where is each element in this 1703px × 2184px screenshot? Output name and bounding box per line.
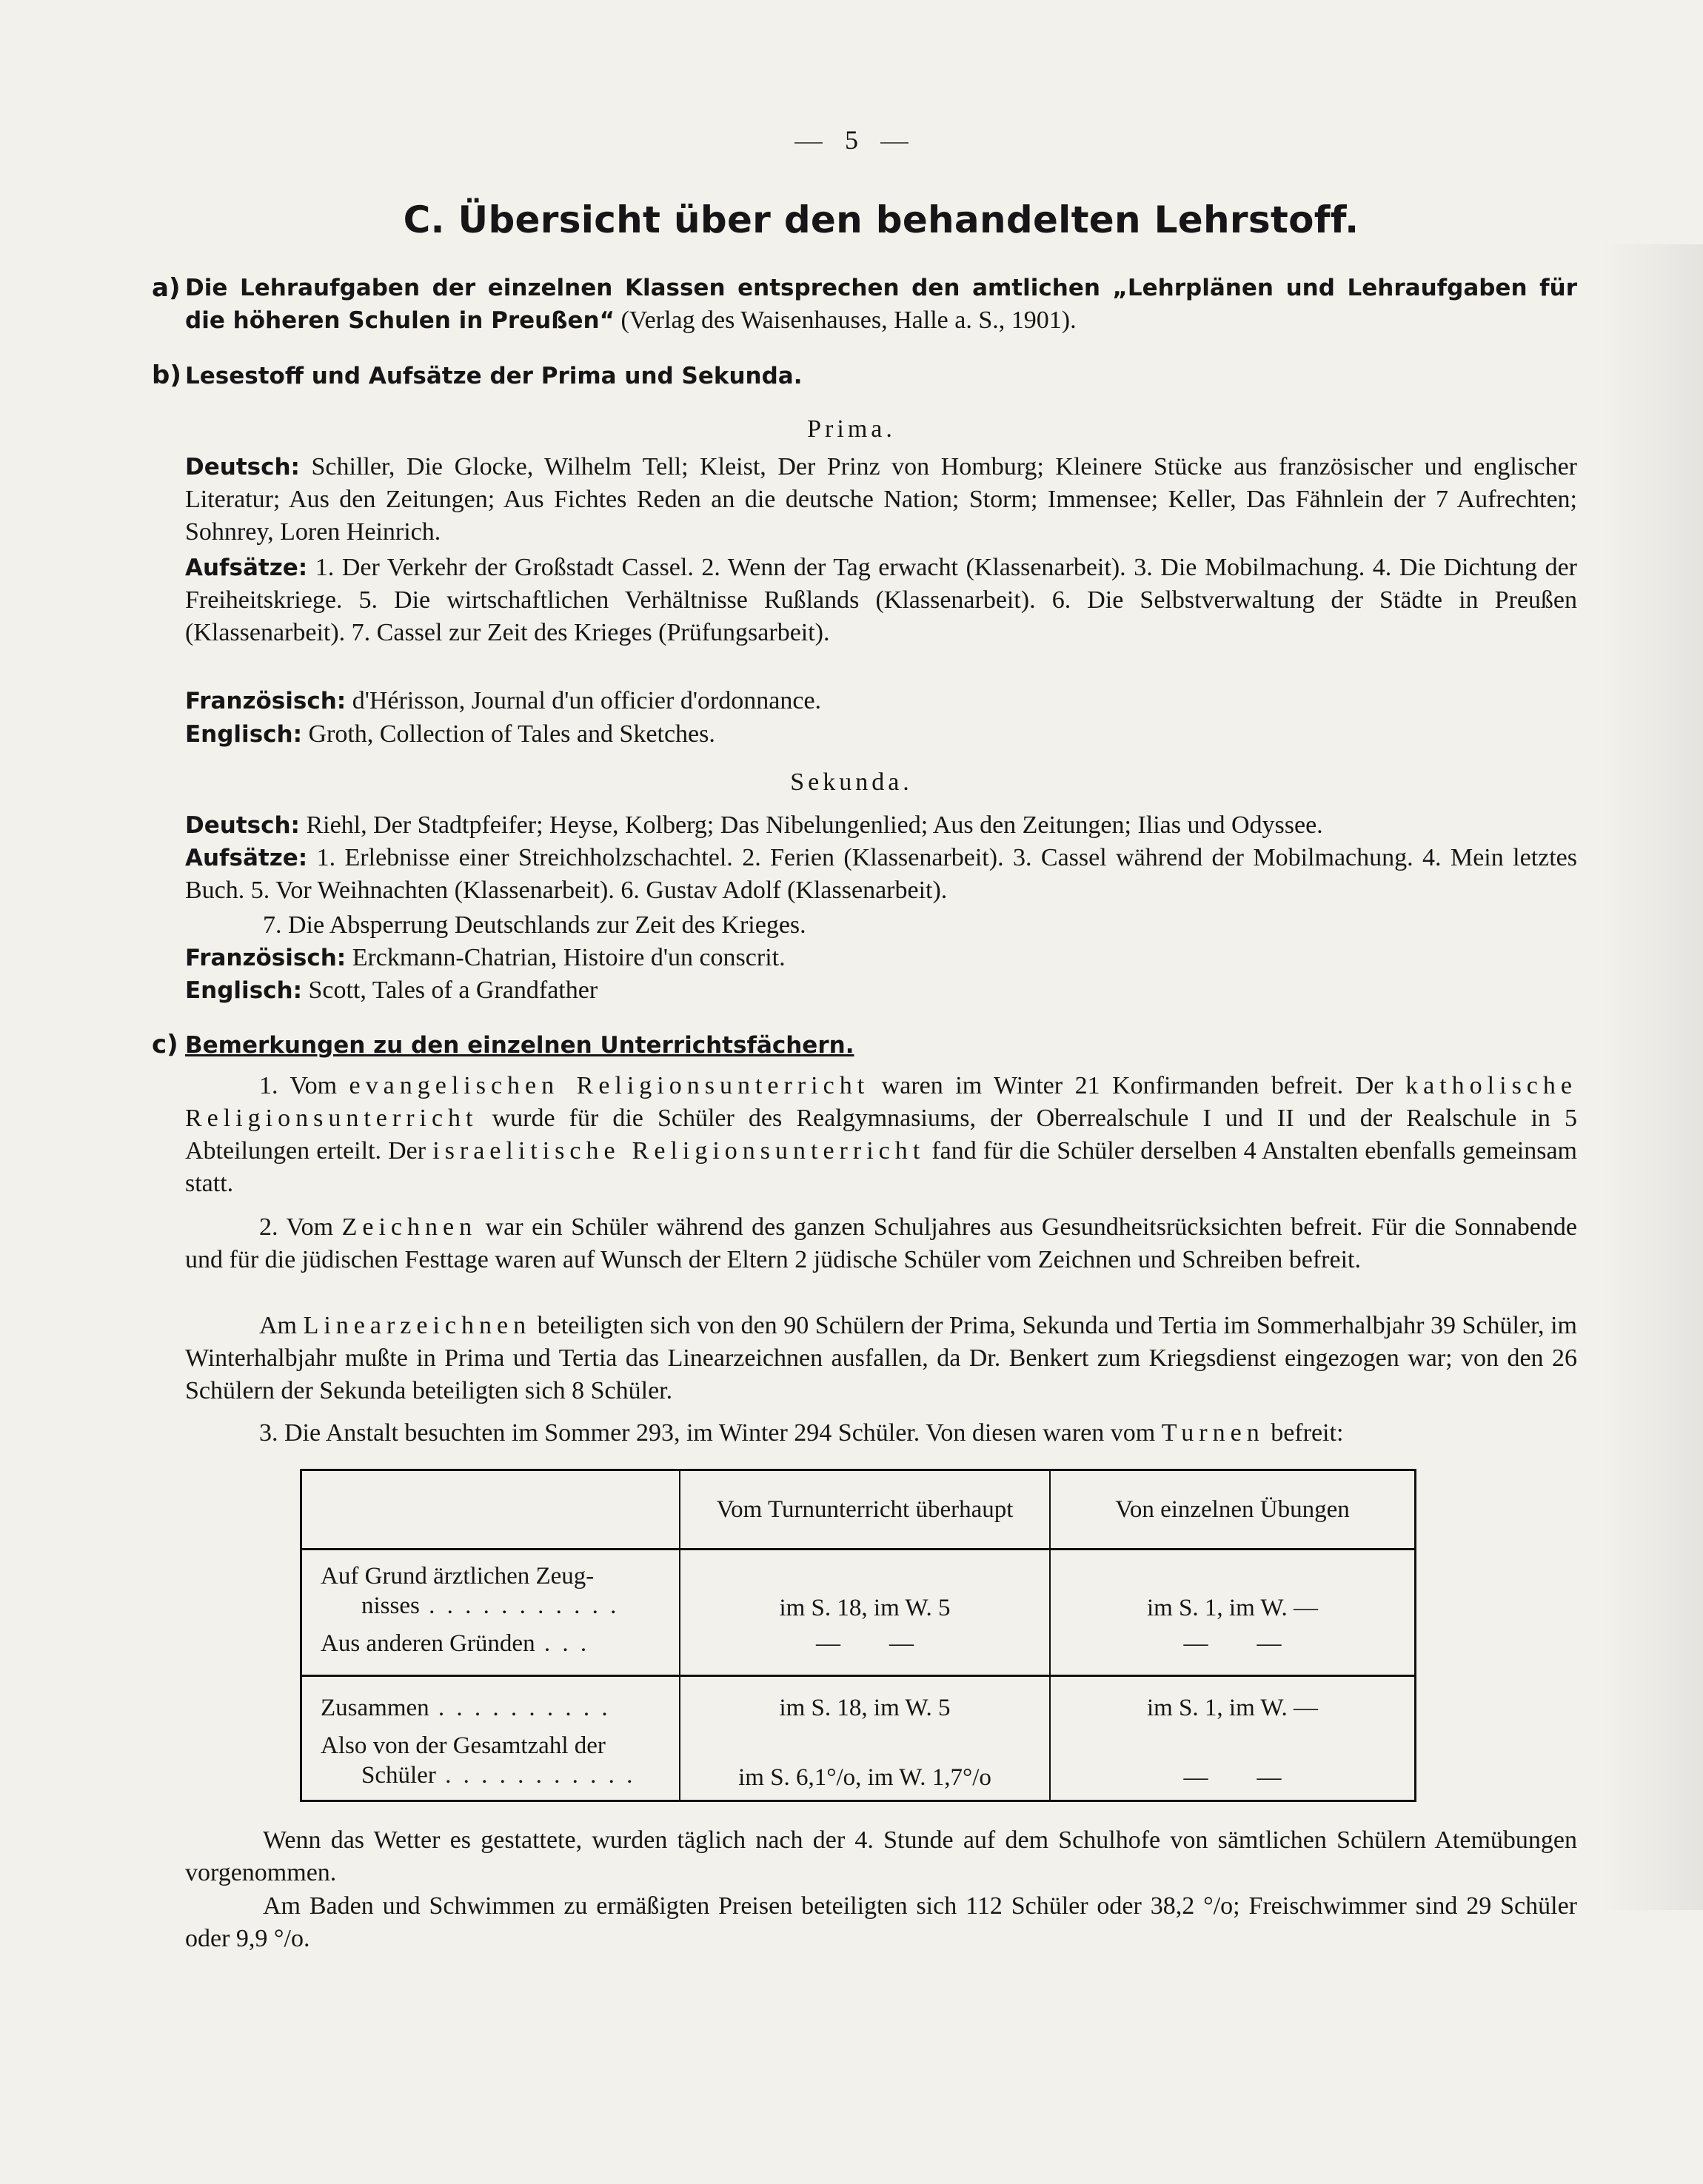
row-label-line-2 [321, 1591, 669, 1621]
dash-left [794, 142, 823, 144]
section-a-text [185, 272, 1577, 337]
p2-text-1: war ein Schüler während des ganzen Schuljahres aus Gesundheitsrücksichten befreit. Für die Sonnabende und für die jüdischen Festtage waren auf Wunsch der Eltern 2 jüdische Schüler vom Zeichnen und Schreiben befreit. [185, 1213, 1577, 1273]
section-c [152, 1028, 1581, 1062]
sekunda-franz-text: Erckmann-Chatrian, Histoire d'un conscrit. [346, 944, 786, 971]
p2-num: 2. Vom [259, 1213, 342, 1241]
table-spacer [301, 1550, 1416, 1557]
prima-aufsaetze [185, 552, 1577, 649]
table-row [301, 1726, 1416, 1801]
sekunda-aufsaetze [185, 842, 1577, 907]
table-row [301, 1556, 1416, 1626]
exemptions-table [300, 1469, 1416, 1802]
leader-dots: . . . . . . . . . . [429, 1695, 611, 1721]
p1-text-2: wurde für die Schüler des Realgymnasiums, der Oberrealschule I und II und der Realschule in 5 Abteilungen erteilt. Der [185, 1105, 1577, 1165]
table-row [301, 1676, 1416, 1726]
row-label-line-2 [321, 1761, 669, 1790]
sekunda-deutsch [185, 809, 1577, 842]
table-cell: im S. 1, im W. — [1050, 1676, 1416, 1726]
section-b-heading: Lesestoff und Aufsätze der Prima und Sekunda. [185, 363, 803, 389]
p1-text-1: waren im Winter 21 Konfirmanden befreit. Der [869, 1072, 1406, 1099]
sekunda-heading: Sekunda. [790, 768, 913, 796]
row-label-line-1: Also von der Gesamtzahl der [321, 1732, 606, 1759]
table-cell: — — [1050, 1726, 1416, 1801]
row-label-text: nisses [361, 1592, 420, 1619]
table-row-label [301, 1626, 680, 1676]
leader-dots: . . . . . . . . . . . [419, 1592, 620, 1619]
section-c-letter: c) [152, 1030, 178, 1059]
row-label-line-1: Auf Grund ärztlichen Zeug- [321, 1563, 595, 1590]
p1-text-3: fand für die Schüler derselben 4 Anstalten ebenfalls gemeinsam statt. [185, 1137, 1577, 1197]
prima-franz-label: Französisch: [185, 688, 347, 714]
table-row-label [301, 1676, 680, 1726]
sekunda-engl-text: Scott, Tales of a Grandfather [301, 977, 598, 1004]
table-header-cell [301, 1470, 680, 1550]
p1-num: 1. Vom [259, 1072, 349, 1099]
p3-text-0: Am [259, 1312, 304, 1339]
dash-right [880, 142, 909, 144]
sekunda-deutsch-text: Riehl, Der Stadtpfeifer; Heyse, Kolberg; Das Nibelungenlied; Aus den Zeitungen; Ilias und Odyssee. [299, 811, 1323, 839]
sekunda-engl [185, 974, 1577, 1007]
prima-franz [185, 685, 1577, 717]
p3-spaced-1: Linearzeichnen [303, 1312, 532, 1339]
p3-text-1: beteiligten sich von den 90 Schülern der Prima, Sekunda und Tertia im Sommerhalbjahr 39 Schüler, im Winterhalbjahr mußte in Prima und Tertia das Linearzeichnen ausfallen, da Dr. Benkert zum Kriegsdienst eingezogen war; von den 26 Schülern der Sekunda beteiligten sich 8 Schüler. [185, 1312, 1578, 1404]
section-b-letter: b) [152, 361, 181, 390]
page-title: C. Übersicht über den behandelten Lehrstoff. [403, 198, 1359, 241]
table-cell: im S. 6,1°/o, im W. 1,7°/o [680, 1726, 1050, 1801]
table-row-label [301, 1726, 680, 1801]
paragraph-linearzeichnen [185, 1310, 1577, 1407]
p1-spaced-2: katholische Religionsunterricht [185, 1072, 1577, 1132]
leader-dots: . . . [535, 1630, 590, 1657]
p2-spaced-1: Zeichnen [341, 1213, 478, 1241]
section-a-bold: Die Lehraufgaben der einzelnen Klassen entsprechen den amtlichen „Lehrplänen und Lehraufgaben für die höheren Schulen in Preußen“ [185, 275, 1577, 334]
prima-deutsch-label: Deutsch: [185, 454, 300, 480]
row-label-text: Aus anderen Gründen [321, 1630, 535, 1657]
section-a-normal: (Verlag des Waisenhauses, Halle a. S., 1901). [614, 307, 1077, 334]
table-cell: im S. 18, im W. 5 [680, 1556, 1050, 1626]
leader-dots: . . . . . . . . . . . [435, 1762, 636, 1789]
table-cell: im S. 18, im W. 5 [680, 1676, 1050, 1726]
paragraph-schwimmen: Am Baden und Schwimmen zu ermäßigten Preisen beteiligten sich 112 Schüler oder 38,2 °/o; Freischwimmer sind 29 Schüler oder 9,9 °/o. [185, 1892, 1577, 1952]
bleed-through-shadow [1599, 244, 1703, 1910]
sekunda-engl-label: Englisch: [185, 977, 302, 1004]
table-cell: — — [680, 1626, 1050, 1676]
sekunda-aufsaetze-label: Aufsätze: [185, 845, 308, 871]
sekunda-franz-label: Französisch: [185, 945, 347, 971]
section-b [152, 359, 1581, 392]
row-label-text: Schüler [361, 1762, 436, 1789]
table-header-cell: Von einzelnen Übungen [1050, 1470, 1416, 1550]
prima-engl [185, 718, 1577, 751]
paragraph-turnen [185, 1417, 1577, 1450]
sekunda-aufsaetze-7: 7. Die Absperrung Deutschlands zur Zeit des Krieges. [263, 911, 806, 939]
p4-text-0: 3. Die Anstalt besuchten im Sommer 293, im Winter 294 Schüler. Von diesen waren vom [259, 1419, 1162, 1447]
prima-aufsaetze-label: Aufsätze: [185, 555, 308, 581]
sekunda-aufsaetze-text: 1. Erlebnisse einer Streichholzschachtel. 2. Ferien (Klassenarbeit). 3. Cassel während der Mobilmachung. 4. Mein letztes Buch. 5. Vor Weihnachten (Klassenarbeit). 6. Gustav Adolf (Klassenarbeit). [185, 844, 1577, 904]
sekunda-franz [185, 942, 1577, 974]
section-a-letter: a) [152, 273, 181, 303]
p4-spaced-1: Turnen [1161, 1419, 1265, 1447]
table-header-cell: Vom Turnunterricht überhaupt [680, 1470, 1050, 1550]
table-header-row [301, 1470, 1416, 1550]
sekunda-deutsch-label: Deutsch: [185, 812, 300, 839]
table-row [301, 1626, 1416, 1676]
prima-franz-text: d'Hérisson, Journal d'un officier d'ordonnance. [346, 687, 822, 714]
row-label-text: Zusammen [321, 1695, 429, 1721]
paragraph-religion [185, 1070, 1577, 1200]
table-cell: — — [1050, 1626, 1416, 1676]
p4-text-1: befreit: [1264, 1419, 1344, 1447]
table-row-label [301, 1556, 680, 1626]
prima-aufsaetze-text: 1. Der Verkehr der Großstadt Cassel. 2. Wenn der Tag erwacht (Klassenarbeit). 3. Die Mobilmachung. 4. Die Dichtung der Freiheitskriege. 5. Die wirtschaftlichen Verhältnisse Rußlands (Klassenarbeit). 6. Die Selbstverwaltung der Städte in Preußen (Klassenarbeit). 7. Cassel zur Zeit des Krieges (Prüfungsarbeit). [185, 554, 1577, 646]
prima-heading: Prima. [807, 415, 896, 443]
page-number [0, 124, 1703, 155]
paragraph-atemuebungen: Wenn das Wetter es gestattete, wurden täglich nach der 4. Stunde auf dem Schulhofe von sämtlichen Schülern Atemübungen vorgenommen. [185, 1826, 1577, 1886]
paragraph-zeichnen [185, 1211, 1577, 1276]
p1-spaced-3: israelitische Religionsunterricht [432, 1137, 926, 1165]
prima-deutsch [185, 451, 1577, 549]
section-c-heading: Bemerkungen zu den einzelnen Unterrichtsfächern. [185, 1032, 854, 1059]
page-number-text: 5 [845, 125, 858, 155]
prima-engl-label: Englisch: [185, 721, 302, 748]
p1-spaced-1: evangelischen Religionsunterricht [349, 1072, 870, 1099]
table-cell: im S. 1, im W. — [1050, 1556, 1416, 1626]
prima-deutsch-text: Schiller, Die Glocke, Wilhelm Tell; Kleist, Der Prinz von Homburg; Kleinere Stücke aus französischer und englischer Literatur; Aus den Zeitungen; Aus Fichtes Reden an die deutsche Nation; Storm; Immensee; Keller, Das Fähnlein der 7 Aufrechten; Sohnrey, Loren Heinrich. [185, 453, 1577, 546]
prima-engl-text: Groth, Collection of Tales and Sketches. [301, 720, 715, 748]
